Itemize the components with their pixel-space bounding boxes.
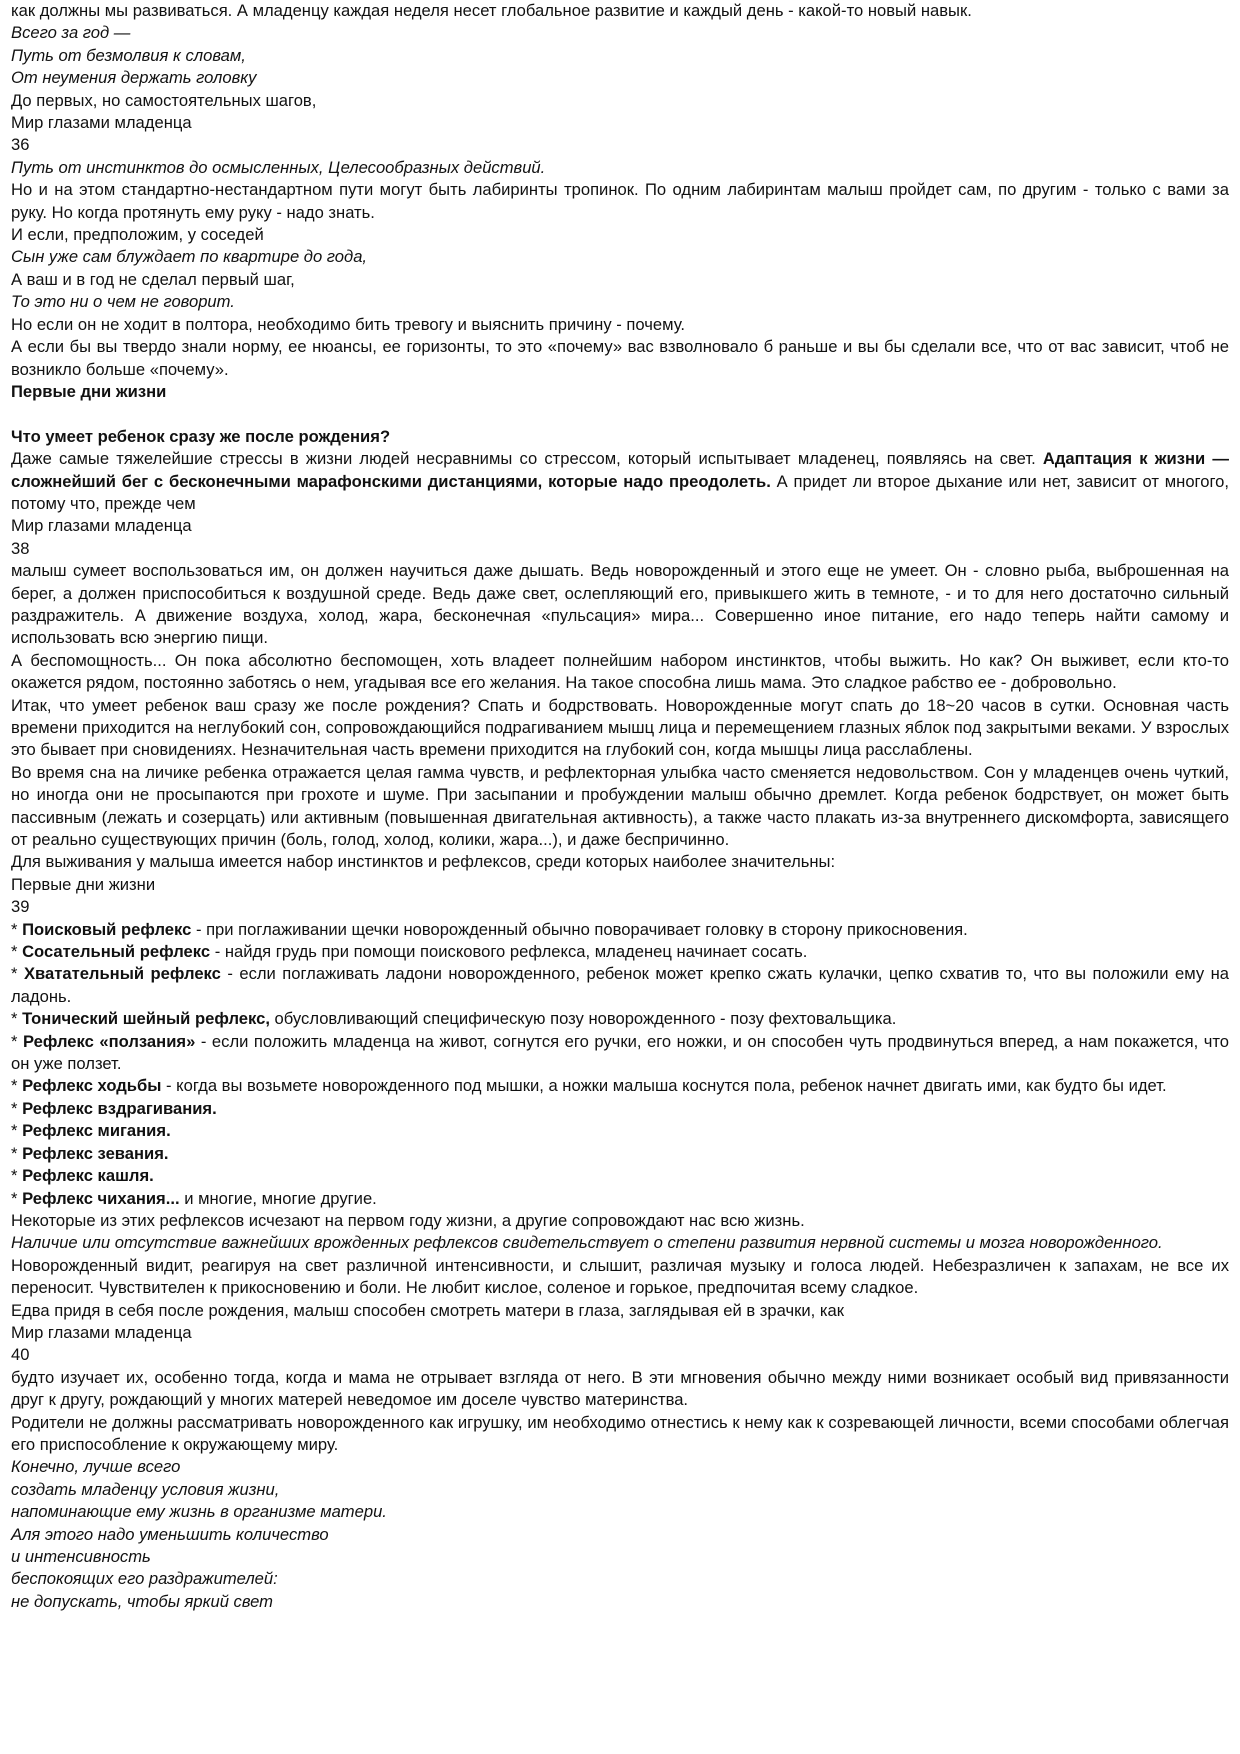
poem-line: То это ни о чем не говорит.	[11, 292, 235, 312]
paragraph: А если бы вы твердо знали норму, ее нюансы, ее горизонты, то это «почему» вас взволновало б раньше и вы бы сделали все, что от вас зависит, чтоб не возникло больше «почему».	[11, 337, 1229, 379]
paragraph: малыш сумеет воспользоваться им, он должен научиться даже дышать. Ведь новорожденный и этого еще не умеет. Он - словно рыба, выброшенная на берег, а должен приспособиться к воздушной среде. Ведь даже свет, ослепляющий его, привыкшего жить в темноте, - и то для него достаточно сильный раздражитель. А движение воздуха, холод, жара, бесконечная «пульсация» мира... Совершенно иное питание, его надо теперь найти самому и использовать всю энергию пищи.	[11, 561, 1229, 648]
reflex-item	[11, 963, 1229, 1008]
running-header: Мир глазами младенца	[11, 516, 192, 536]
bullet: *	[11, 1076, 23, 1096]
reflex-name: Рефлекс мигания.	[22, 1121, 171, 1141]
reflex-desc: - если положить младенца на живот, согнутся его ручки, его ножки, и он способен чуть продвинуться вперед, а нам покажется, что он уже ползет.	[11, 1031, 1229, 1074]
running-header: Первые дни жизни	[11, 874, 156, 894]
bullet: *	[11, 1121, 23, 1141]
poem-line: Путь от безмолвия к словам,	[11, 45, 246, 65]
bullet: *	[11, 942, 23, 962]
poem-line: напоминающие ему жизнь в организме матери.	[11, 1502, 387, 1522]
reflex-name: Хватательный рефлекс	[23, 964, 221, 984]
page-number: 40	[11, 1345, 30, 1365]
reflex-name: Рефлекс чихания...	[22, 1188, 180, 1208]
reflex-item	[11, 1188, 1229, 1210]
poem-line: Конечно, лучше всего	[11, 1457, 181, 1477]
paragraph: Некоторые из этих рефлексов исчезают на первом году жизни, а другие сопровождают нас всю жизнь.	[11, 1210, 805, 1230]
reflex-item	[11, 1143, 1229, 1165]
reflex-item	[11, 1075, 1229, 1097]
reflex-desc: - если поглаживать ладони новорожденного, ребенок может крепко сжать кулачки, цепко схватив то, что вы положили ему на ладонь.	[11, 964, 1229, 1006]
reflex-name: Рефлекс зевания.	[22, 1143, 169, 1163]
paragraph: Едва придя в себя после рождения, малыш способен смотреть матери в глаза, заглядывая ей в зрачки, как	[11, 1300, 844, 1320]
question-title: Что умеет ребенок сразу же после рождения?	[11, 426, 391, 446]
poem-line: Аля этого надо уменьшить количество	[11, 1524, 329, 1544]
bullet: *	[11, 964, 24, 984]
reflex-name: Тонический шейный рефлекс,	[22, 1009, 270, 1029]
paragraph-stress	[11, 448, 1229, 515]
paragraph: Во время сна на личике ребенка отражается целая гамма чувств, и рефлекторная улыбка часто сменяется недовольством. Сон у младенцев очень чуткий, но иногда они не просыпаются при грохоте и шуме. При засыпании и пробуждении малыш обычно дремлет. Когда ребенок бодрствует, он может быть пассивным (лежать и созерцать) или активным (повышенная двигательная активность), а также часто плакать из-за внутреннего дискомфорта, зависящего от реально существующих причин (боль, голод, холод, колики, жара...), и даже беспричинно.	[11, 762, 1229, 850]
poem-line: А ваш и в год не сделал первый шаг,	[11, 269, 295, 289]
paragraph: Для выживания у малыша имеется набор инстинктов и рефлексов, среди которых наиболее значительны:	[11, 852, 836, 872]
page-number: 39	[11, 897, 30, 917]
reflex-item	[11, 941, 1229, 963]
section-title: Первые дни жизни	[11, 381, 167, 401]
paragraph: будто изучает их, особенно тогда, когда и мама не отрывает взгляда от него. В эти мгновения обычно между ними возникает особый вид привязанности друг к другу, рождающий у многих матерей неведомое им доселе чувство материнства.	[11, 1367, 1229, 1410]
paragraph-intro-end: как должны мы развиваться. А младенцу каждая неделя несет глобальное развитие и каждый день - какой-то новый навык.	[11, 1, 972, 20]
reflex-item	[11, 919, 1229, 941]
reflex-name: Рефлекс ходьбы	[22, 1076, 162, 1096]
blank-line	[11, 403, 1229, 425]
reflex-desc: обусловливающий специфическую позу новорожденного - позу фехтовальщика.	[269, 1009, 897, 1029]
bullet: *	[11, 1166, 23, 1186]
paragraph: Итак, что умеет ребенок ваш сразу же после рождения? Спать и бодрствовать. Новорожденные могут спать до 18~20 часов в сутки. Основная часть времени приходится на неглубокий сон, сопровождающийся подрагиванием мышц лица и перемещением глазных яблок под закрытыми веками. У взрослых это бывает при сновидениях. Незначительная часть времени приходится на глубокий сон, когда мышцы лица расслаблены.	[11, 695, 1229, 760]
poem-line: Сын уже сам блуждает по квартире до года,	[11, 247, 368, 267]
reflex-name: Сосательный рефлекс	[22, 942, 211, 962]
bullet: *	[11, 1009, 23, 1029]
bullet: *	[11, 1031, 23, 1051]
reflex-desc: - когда вы возьмете новорожденного под мышки, а ножки малыша коснутся пола, ребенок начнет двигать ими, как будто бы идет.	[161, 1076, 1167, 1096]
paragraph: Но если он не ходит в полтора, необходимо бить тревогу и выяснить причину - почему.	[11, 314, 685, 334]
reflex-item	[11, 1031, 1229, 1076]
bullet: *	[11, 919, 23, 939]
paragraph: Родители не должны рассматривать новорожденного как игрушку, им необходимо отнестись к нему как к созревающей личности, всеми способами облегчая его приспособление к окружающему миру.	[11, 1412, 1229, 1454]
reflex-name: Рефлекс «ползания»	[23, 1031, 196, 1051]
paragraph-italic: Наличие или отсутствие важнейших врожденных рефлексов свидетельствует о степени развития нервной системы и мозга новорожденного.	[11, 1233, 1163, 1253]
poem-line: беспокоящих его раздражителей:	[11, 1569, 278, 1589]
poem-line: До первых, но самостоятельных шагов,	[11, 90, 317, 110]
poem-line: не допускать, чтобы яркий свет	[11, 1591, 273, 1611]
paragraph: Но и на этом стандартно-нестандартном пути могут быть лабиринты тропинок. По одним лабиринтам малыш пройдет сам, по другим - только с вами за руку. Но когда протянуть ему руку - надо знать.	[11, 180, 1229, 222]
poem-line: Путь от инстинктов до осмысленных, Целесообразных действий.	[11, 157, 546, 177]
bullet: *	[11, 1098, 23, 1118]
paragraph: Новорожденный видит, реагируя на свет различной интенсивности, и слышит, различая музыку и голоса людей. Небезразличен к запахам, не все их переносит. Чувствителен к прикосновению и боли. Не любит кислое, соленое и горькое, предпочитая всему сладкое.	[11, 1255, 1229, 1298]
poem-line: Всего за год —	[11, 23, 131, 43]
bullet: *	[11, 1188, 23, 1208]
poem-line: И если, предположим, у соседей	[11, 225, 264, 245]
reflex-name: Рефлекс кашля.	[22, 1166, 154, 1186]
stress-text: Даже самые тяжелейшие стрессы в жизни людей несравнимы со стрессом, который испытывает младенец, появляясь на свет.	[11, 449, 1036, 469]
poem-line: От неумения держать головку	[11, 68, 257, 88]
reflex-name: Поисковый рефлекс	[22, 919, 192, 939]
reflex-desc: - найдя грудь при помощи поискового рефлекса, младенец начинает сосать.	[210, 942, 808, 962]
poem-line: и интенсивность	[11, 1547, 151, 1567]
reflex-desc: и многие, многие другие.	[179, 1188, 377, 1208]
adaptation-rest-text: А придет ли второе дыхание или нет, зависит от многого, потому что, прежде чем	[11, 471, 1229, 513]
running-header: Мир глазами младенца	[11, 113, 192, 133]
paragraph: А беспомощность... Он пока абсолютно беспомощен, хоть владеет полнейшим набором инстинктов, чтобы выжить. Но как? Он выживет, если кто-то окажется рядом, постоянно заботясь о нем, угадывая все его желания. На такое способна лишь мама. Это сладкое рабство ее - добровольно.	[11, 650, 1229, 693]
page-number: 38	[11, 538, 30, 558]
reflex-item	[11, 1008, 1229, 1030]
reflex-item	[11, 1098, 1229, 1120]
reflex-desc: - при поглаживании щечки новорожденный обычно поворачивает головку в сторону прикосновения.	[191, 919, 968, 939]
page-number: 36	[11, 135, 30, 155]
poem-line: создать младенцу условия жизни,	[11, 1479, 280, 1499]
adaptation-bold-text: Адаптация к жизни — сложнейший бег с бесконечными марафонскими дистанциями, которые надо преодолеть.	[11, 449, 1229, 491]
bullet: *	[11, 1143, 23, 1163]
reflex-item	[11, 1165, 1229, 1187]
running-header: Мир глазами младенца	[11, 1322, 192, 1342]
reflex-item	[11, 1120, 1229, 1142]
reflex-name: Рефлекс вздрагивания.	[22, 1098, 217, 1118]
